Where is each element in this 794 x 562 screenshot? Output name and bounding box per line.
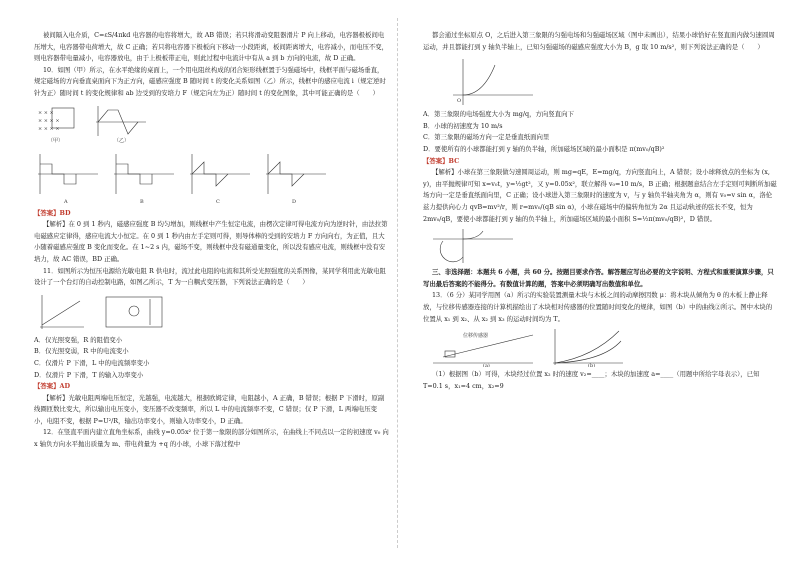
answer-10: 【答案】BD [34, 208, 71, 217]
section-3-header: 三、非选择题：本题共 6 小题，共 60 分。按题目要求作答。解答题应写出必要的文字说明、方程式和重要演算步骤，只写出最后答案的不能得分。有数值计算的题，答案中必须明确写出数值和单位。 [423, 268, 774, 288]
label-yi: （乙） [114, 137, 130, 144]
right-column [423, 30, 778, 556]
option-11-a: A．仅光照变强，R 的阻值变小 [34, 335, 123, 344]
q12-figure [423, 55, 543, 107]
answer-12: 【答案】BC [423, 156, 460, 165]
label-sensor: 位移传感器 [463, 333, 489, 340]
svg-text:× × × ×: × × × × [38, 125, 60, 132]
label-opt-a: A [64, 198, 68, 205]
label-opt-d: D [292, 198, 297, 205]
column-divider [397, 18, 398, 548]
label-opt-c: C [216, 198, 220, 205]
label-opt-b: B [140, 198, 144, 205]
answer-11: 【答案】AD [34, 382, 71, 391]
q10-options-graphs [38, 154, 326, 194]
q10-figure [34, 102, 334, 206]
question-13-part-1: （1）根据图（b）可得，木块经过位置 x₂ 时的速度 v₂=____；木块的加速度 a=____（用题中所给字母表示），已知 T=0.1 s，x₁=4 cm，x₂=9 [423, 370, 760, 390]
question-12-cont: 都会通过坐标原点 O，之后进入第三象限的匀强电场和匀强磁场区域（图中未画出），结果小球恰好在竖直面内做匀速圆周运动，并且都能打到 y 轴负半轴上，已知匀强磁场的磁感应强度大小为 B，g 取 10 m/s²，则下列说法正确的是（ ） [423, 31, 775, 51]
option-12-a: A．第三象限的电场强度大小为 mg/q，方向竖直向下 [423, 110, 574, 119]
svg-text:× × × ×: × × × × [38, 117, 60, 124]
q10-fig-yi [96, 106, 146, 136]
solution-11: 【解析】光敏电阻两端电压恒定，光越强，电流越大，根据欧姆定律，电阻越小，A 正确，B 错误；根据 P 下滑时，原副线圈匝数比变大，所以输出电压变小，变压器不改变频率，所以 L 中的电流频率不变，C 错误；仅 P 下滑，L 两端电压变小，电阻不变，根据 P=U²/R，输出功率变小，则输入功率变小，D 正确。 [34, 393, 385, 425]
q12-solution-figure [423, 227, 523, 265]
q13-figure [423, 327, 643, 367]
option-12-d: D．要使所有的小球都能打到 y 轴的负半轴，所加磁场区域的最小面积是 π(mv₀/qB)² [423, 144, 665, 153]
option-11-c: C．仅滑片 P 下滑，L 中的电流频率变小 [34, 358, 150, 367]
option-11-d: D．仅滑片 P 下滑，T 的输入功率变小 [34, 370, 144, 379]
solution-12: 【解析】小球在第三象限做匀速圆周运动，则 mg=qE，E=mg/q，方向竖直向上，A 错误；设小球释放点的坐标为 (x, y)，由平抛规律可知 x=v₀t，y=½gt²，又 y=0.05x²，联立解得 v₀=10 m/s，B 正确；根据题意结合左手定则可判断所加磁场方向一定是垂直纸面向里，C 正确；设小球进入第三象限时的速度为 v，与 y 轴负半轴夹角为 α，则有 v₀=v sin α，洛伦兹力提供向心力 qvB=mv²/r，则 r=mv₀/(qB sin α)，小球在磁场中的偏转角恒为 2α 且运动轨迹的弦长不变，恒为 2mv₀/qB，要使小球都能打到 y 轴的负半轴上，所加磁场区域的最小面积 S=½π(mv₀/qB)²，D 错误。 [423, 168, 777, 223]
question-10: 10．如图（甲）所示，在水平绝缘的桌面上，一个用电阻丝构成的闭合矩形线框置于匀强磁场中，线框平面与磁场垂直，规定磁场的方向垂直桌面向下为正方向，磁感应强度 B 随时间 t 的变化关系如图（乙）所示，线框中的感应电流 i（规定逆时针为正）随时间 t 的变化规律和 ab 边受到的安培力 F（规定向左为正）随时间 t 的变化图象，其中可能正确的是（ ） [34, 65, 386, 97]
left-column [34, 30, 389, 550]
option-11-b: B．仅光照变弱，R 中的电流变小 [34, 347, 129, 356]
solution-10: 【解析】在 0 到 1 秒内，磁感应强度 B 均匀增加，则线框中产生恒定电流，由楞次定律可得电流方向为逆时针，由法拉第电磁感应定律得，感应电流大小恒定。在 0 到 1 秒内由左手定则可得，则导体棒的受到的安培力 F 方向向右，为正值，且大小随着磁感应强度 B 变化而变化。在 1~2 s 内，磁场不变，则线框中没有磁通量变化，所以没有感应电流，则线框中没有安培力，故 AC 错误，BD 正确。 [34, 220, 388, 263]
question-12: 12．在竖直平面内建立直角坐标系，曲线 y=0.05x² 位于第一象限的部分如图所示，在曲线上不同点以一定的初速度 v₀ 向 x 轴负方向水平抛出质量为 m、带电荷量为 +q 的小球，小球下落过程中 [34, 428, 389, 449]
q11-figure [34, 291, 234, 333]
label-fig-b: (b) [588, 363, 596, 368]
label-jia: （甲） [48, 137, 64, 144]
label-fig-a: (a) [483, 363, 490, 368]
q9-solution-tail: 被间隔入电介质，C=εS/4πkd 电容器的电容将增大，故 AB 错误；若只将滑动变阻器滑片 P 向上移动，电容器极板间电压增大，电容器带电荷增大，故 C 正确；若只将电容器下极板向下移动一小段距离，板间距离增大，电容减小，而电压不变，则电容器带电量减小，电容器放电，由于上极板带正电，则此过程中电流计中有从 a 到 b 方向的电流，故 D 正确。 [34, 31, 389, 63]
question-13: 13．（6 分）某同学用图（a）所示的实验装置测量木块与木板之间的动摩擦因数 μ：将木块从倾角为 θ 的木板上静止释放，与位移传感器连接的计算机描绘出了木块相对传感器的位置随时间变化的规律，如图（b）中的曲线②所示。图中木块的位置从 x₁ 到 x₂、从 x₂ 到 x₃ 的运动时间均为 T。 [423, 291, 773, 323]
q10-fig-jia [38, 108, 74, 132]
question-11: 11．如图所示为恒压电源给光敏电阻 R 供电时，流过此电阻的电流和其所受光照强度的关系图像，某同学利用此光敏电阻设计了一个台灯的自动控制电路，如图乙所示，T 为一自耦式变压器，下列说法正确的是（ ） [34, 266, 386, 287]
svg-text:× × ×: × × × [38, 109, 54, 116]
option-12-b: B．小球的初速度为 10 m/s [423, 121, 503, 130]
svg-text:O: O [457, 98, 462, 105]
option-12-c: C．第三象限的磁场方向一定是垂直纸面向里 [423, 133, 550, 142]
